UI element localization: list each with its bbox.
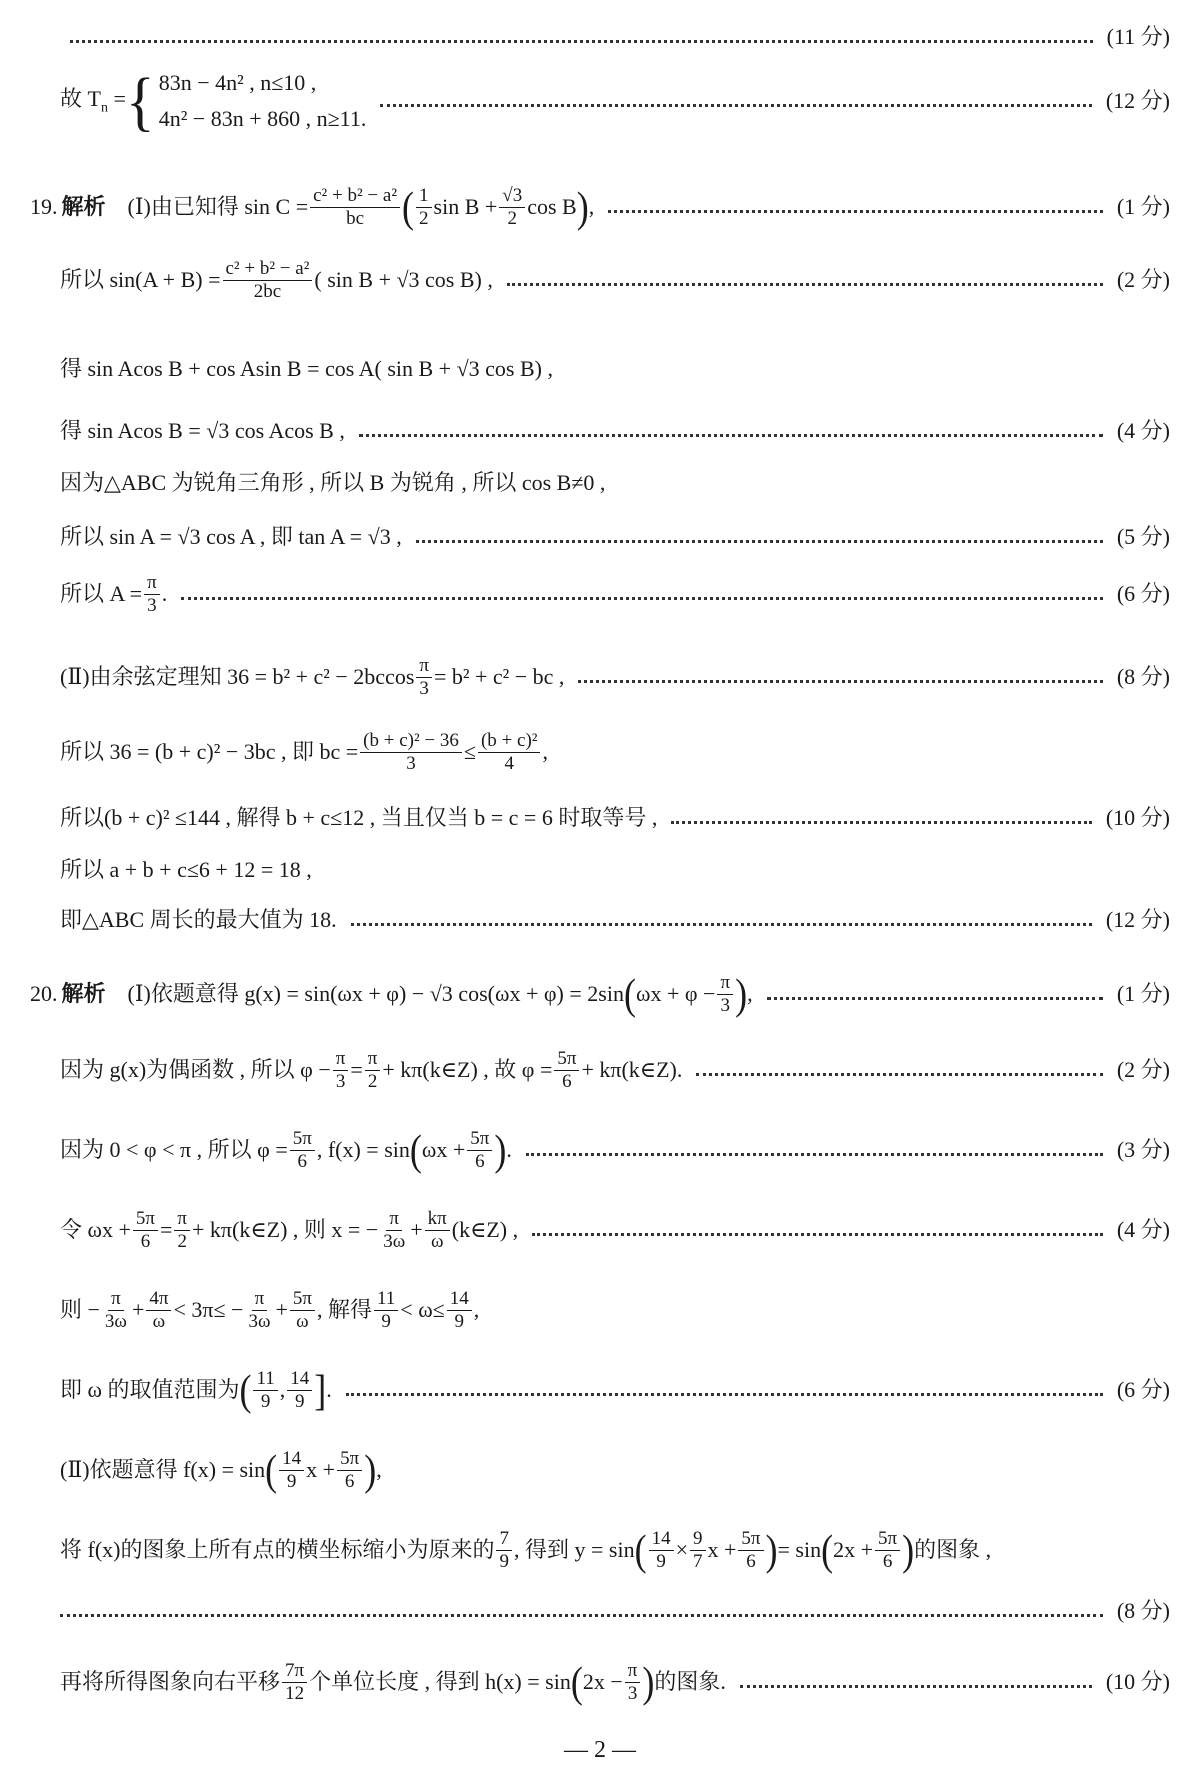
dot-leader — [60, 1614, 1103, 1617]
case-2: 4n² − 83n + 860 , n≥11. — [158, 106, 367, 132]
dot-leader — [416, 540, 1103, 543]
score-label: (4 分) — [1116, 1217, 1170, 1243]
score-label: (10 分) — [1105, 805, 1170, 830]
dot-leader — [767, 997, 1103, 1000]
analysis-heading: 解析 — [61, 194, 106, 220]
dot-leader — [507, 283, 1103, 286]
score-label: (5 分) — [1116, 524, 1170, 549]
q20-line-3: 因为 0 < φ < π , 所以 φ = $\frac{5\pi}{6}$ , f(x) = sin ( ωx + $\frac{5\pi}{6}$ ) . (3 分) — [60, 1126, 1170, 1175]
fraction: $\frac{\pi}{3}$ — [144, 572, 160, 617]
q19-line-11: 所以 a + b + c≤6 + 12 = 18 , — [60, 857, 312, 882]
dot-leader — [696, 1073, 1102, 1076]
score-line-11 — [60, 24, 1170, 50]
q19-text: (Ⅰ)由已知得 sin C = — [127, 194, 309, 220]
piecewise-cases: { 83n − 4n² , n≤10 , 4n² − 83n + 860 , n≥11. — [125, 65, 367, 138]
q20-line-1: 20. 解析 (Ⅰ)依题意得 g(x) = sin(ωx + φ) − √3 cos(ωx + φ) = 2sin ( ωx + φ − $\frac{\pi}{3}$ ) , (1 分) — [30, 970, 1170, 1019]
q19-line-2: 所以 sin(A + B) = $\frac{\text{c² + b² − a²}}{2bc}$ ( sin B + √3 cos B) , (2 分) — [60, 258, 1170, 302]
dot-leader — [70, 40, 1093, 43]
question-number: 20. — [30, 981, 58, 1007]
q19-line-1: 19. 解析 (Ⅰ)由已知得 sin C = $\frac{\text{c² + b² − a²}}{bc}$ ( $\frac{1}{2}$ sin B + $\frac{√3}{2}$ cos B ) , (1 分) — [30, 183, 1170, 232]
fraction: $\frac{√3}{2}$ — [499, 185, 525, 230]
score-label: (8 分) — [1116, 1598, 1170, 1623]
question-number: 19. — [30, 194, 58, 220]
q20-line-5: 则 − $\frac{\pi}{3\omega}$ + $\frac{4\pi}{\omega}$ < 3π≤ − $\frac{\pi}{3\omega}$ + $\frac{5\pi}{\omega}$ , 解得 $\frac{11}{9}$ < ω≤ $\frac{14}{9}$ , — [60, 1288, 480, 1332]
dot-leader — [359, 434, 1103, 437]
score-label: (1 分) — [1116, 981, 1170, 1007]
dot-leader — [181, 597, 1103, 600]
score-label: (2 分) — [1116, 1057, 1170, 1083]
dot-leader — [578, 680, 1102, 683]
fraction: $\frac{\text{c² + b² − a²}}{bc}$ — [310, 185, 400, 230]
score-label: (3 分) — [1116, 1137, 1170, 1163]
dot-leader — [346, 1393, 1103, 1396]
score-label: (10 分) — [1105, 1669, 1170, 1695]
q20-line-6: 即 ω 的取值范围为 ( $\frac{11}{9}$ , $\frac{14}{9}$ ] . (6 分) — [60, 1366, 1170, 1415]
q19-line-12: 即△ABC 周长的最大值为 18. (12 分) — [60, 907, 1170, 932]
dot-leader — [740, 1685, 1092, 1688]
q20-line-9: 再将所得图象向右平移 $\frac{7\pi}{12}$ 个单位长度 , 得到 h(x) = sin ( 2x − $\frac{\pi}{3}$ ) 的图象. (10 分) — [60, 1658, 1170, 1707]
q20-line-2: 因为 g(x)为偶函数 , 所以 φ − $\frac{\pi}{3}$ = $\frac{\pi}{2}$ + kπ(k∈Z) , 故 φ = $\frac{5\pi}{6}$ + kπ(k∈Z). (2 分) — [60, 1048, 1170, 1092]
score-label: (8 分) — [1116, 664, 1170, 690]
case-1: 83n − 4n² , n≤10 , — [158, 70, 317, 95]
q19-line-5: 因为△ABC 为锐角三角形 , 所以 B 为锐角 , 所以 cos B≠0 , — [60, 470, 606, 495]
q19-line-4: 得 sin Acos B = √3 cos Acos B , (4 分) — [60, 418, 1170, 443]
fraction: $\frac{\text{c² + b² − a²}}{2bc}$ — [223, 258, 313, 303]
score-label: (1 分) — [1116, 194, 1170, 220]
score-label: (4 分) — [1116, 418, 1170, 443]
page-number: — 2 — — [564, 1737, 636, 1763]
q20-line-4: 令 ωx + $\frac{5\pi}{6}$ = $\frac{\pi}{2}$ + kπ(k∈Z) , 则 x = − $\frac{\pi}{3\omega}$ + $\frac{k\pi}{\omega}$ (k∈Z) , (4 分) — [60, 1208, 1170, 1252]
score-label: (6 分) — [1116, 581, 1170, 607]
q19-line-7: 所以 A = $\frac{\pi}{3}$ . (6 分) — [60, 572, 1170, 616]
score-label: (12 分) — [1105, 907, 1170, 932]
q20-line-8: 将 f(x)的图象上所有点的横坐标缩小为原来的 $\frac{7}{9}$ , 得到 y = sin ( $\frac{14}{9}$ × $\frac{9}{7}$ x + $\frac{5\pi}{6}$ ) = sin ( 2x + $\frac{5\pi}{6}$ ) 的图象 , — [60, 1526, 992, 1575]
q19-line-6: 所以 sin A = √3 cos A , 即 tan A = √3 , (5 分) — [60, 524, 1170, 549]
dot-leader — [351, 923, 1092, 926]
q19-line-9: 所以 36 = (b + c)² − 3bc , 即 bc = $\frac{\text{(b + c)² − 36}}{3}$ ≤ $\frac{\text{(b + c)²}}{4}$ , — [60, 730, 548, 774]
fraction: $\frac{1}{2}$ — [416, 185, 432, 230]
score-label: (12 分) — [1105, 88, 1170, 114]
fraction: $\frac{\pi}{3}$ — [717, 972, 733, 1017]
fraction: $\frac{\pi}{3}$ — [416, 655, 432, 700]
dot-leader — [671, 821, 1092, 824]
dot-leader — [380, 104, 1091, 107]
q19-line-3: 得 sin Acos B + cos Asin B = cos A( sin B + √3 cos B) , — [60, 356, 553, 381]
dot-leader — [532, 1233, 1103, 1236]
q19-line-8: (Ⅱ)由余弦定理知 36 = b² + c² − 2bccos $\frac{\pi}{3}$ = b² + c² − bc , (8 分) — [60, 655, 1170, 699]
score-label: (6 分) — [1116, 1377, 1170, 1403]
q20-line-7: (Ⅱ)依题意得 f(x) = sin ( $\frac{14}{9}$ x + $\frac{5\pi}{6}$ ) , — [60, 1446, 382, 1495]
score-label: (11 分) — [1106, 24, 1170, 49]
score-line-8 — [60, 1598, 1170, 1624]
analysis-heading: 解析 — [61, 981, 106, 1007]
tn-piecewise-line — [60, 65, 1170, 138]
fraction: $\frac{\text{(b + c)² − 36}}{3}$ — [360, 730, 462, 775]
q19-line-10: 所以(b + c)² ≤144 , 解得 b + c≤12 , 当且仅当 b = c = 6 时取等号 , (10 分) — [60, 805, 1170, 830]
tn-label: 故 $T_n$ = — [60, 85, 126, 116]
dot-leader — [526, 1153, 1103, 1156]
dot-leader — [608, 210, 1103, 213]
fraction: $\frac{\text{(b + c)²}}{4}$ — [478, 730, 541, 775]
score-label: (2 分) — [1116, 267, 1170, 293]
